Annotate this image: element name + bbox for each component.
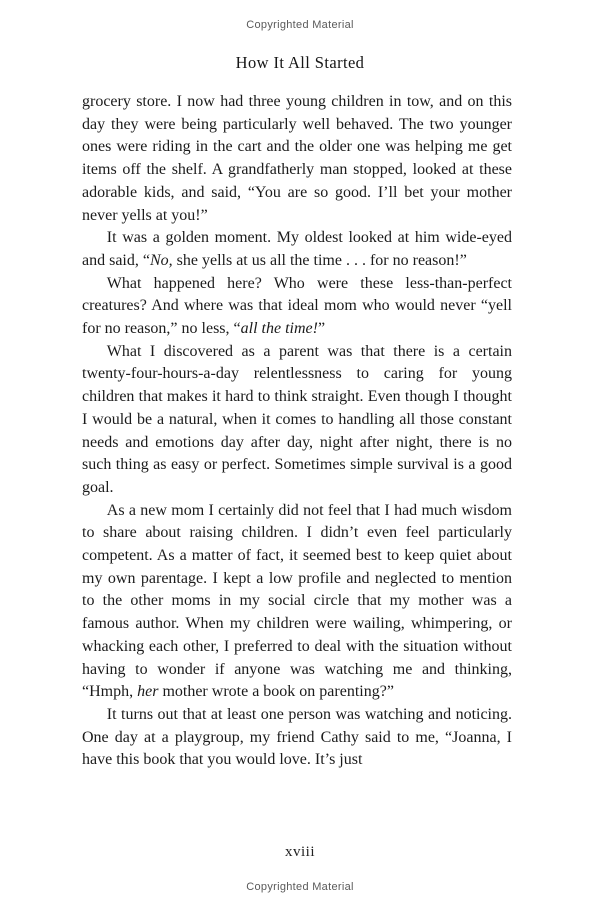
copyright-notice-bottom: Copyrighted Material [246, 881, 354, 893]
body-text [82, 91, 512, 772]
paragraph: It turns out that at least one person was watching and noticing. One day at a playgroup, my friend Cathy said to me, “Joanna, I have this book that you would love. It’s just [82, 705, 512, 769]
paragraph: What happened here? Who were these less-than-perfect creatures? And where was that ideal mom who would never “yell for no reason,” no less, “all the time!” [82, 274, 512, 338]
paragraph: As a new mom I certainly did not feel that I had much wisdom to share about raising children. I didn’t even feel particularly competent. As a matter of fact, it seemed best to keep quiet about my own parentage. I kept a low profile and neglected to mention to the other moms in my social circle that my mother was a famous author. When my children were wailing, whimpering, or whacking each other, I preferred to deal with the situation without having to wonder if anyone was watching me and thinking, “Hmph, her mother wrote a book on parenting?” [82, 501, 512, 701]
paragraph: What I discovered as a parent was that there is a certain twenty-four-hours-a-day relentlessness to caring for young children that makes it hard to think straight. Even though I thought I would be a natural, when it comes to handling all those constant needs and emotions day after day, night after night, there is no such thing as easy or perfect. Sometimes simple survival is a good goal. [82, 342, 512, 496]
chapter-title: How It All Started [235, 53, 365, 72]
paragraph: It was a golden moment. My oldest looked at him wide-eyed and said, “No, she yells at us all the time . . . for no reason!” [82, 229, 512, 269]
copyright-notice-top: Copyrighted Material [246, 19, 354, 31]
page-number: xviii [284, 844, 315, 860]
paragraph: grocery store. I now had three young children in tow, and on this day they were being particularly well behaved. The two younger ones were riding in the cart and the older one was helping me get items off the shelf. A grandfatherly man stopped, looked at these adorable kids, and said, “You are so good. I’ll bet your mother never yells at you!” [82, 93, 512, 224]
